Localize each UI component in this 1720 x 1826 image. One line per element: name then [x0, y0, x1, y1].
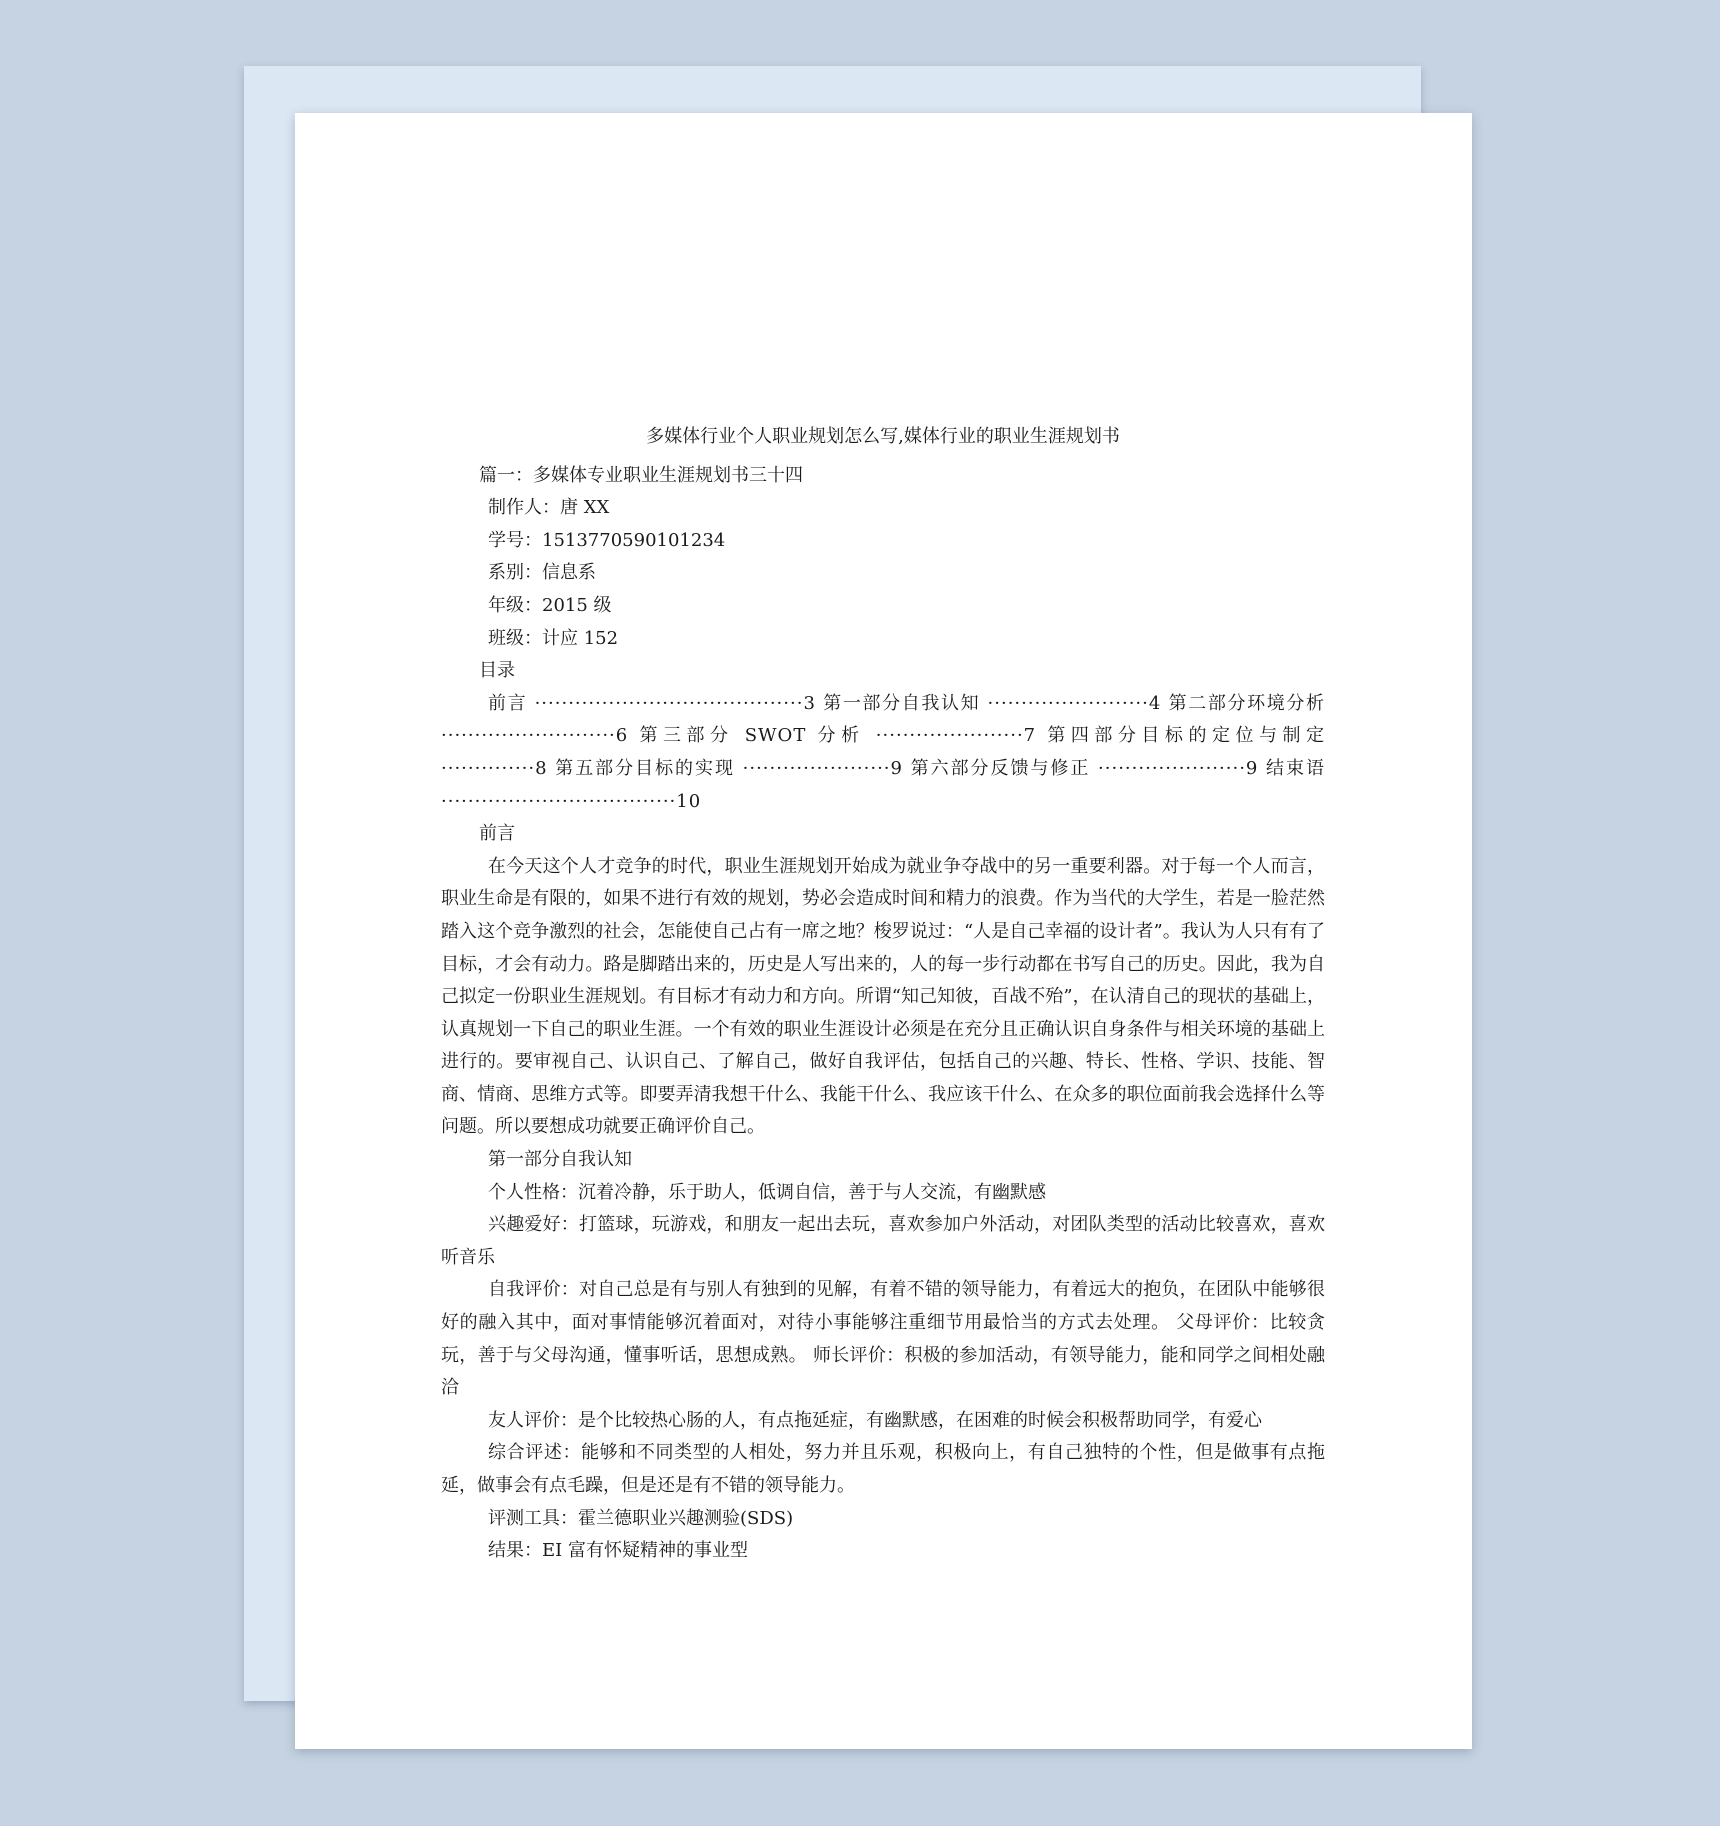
table-of-contents: 前言 ········································3 第一部分自我认知 ························4 第二部分环境分析 ··························6 第三部分 SWOT 分析 ······················7 第四部分目标的定位与制定 ··············8 第五部分目标的实现 ······················9 第六部分反馈与修正 ······················9 结束语 ···································10: [441, 692, 1325, 812]
student-id-field: 学号：1513770590101234: [488, 529, 726, 551]
department-field: 系别：信息系: [488, 562, 596, 584]
summary-paragraph: 综合评述：能够和不同类型的人相处，努力并且乐观，积极向上，有自己独特的个性，但是做事有点拖延，做事会有点毛躁，但是还是有不错的领导能力。: [441, 1442, 1325, 1496]
preface-heading: 前言: [479, 823, 515, 845]
preface-paragraph: 在今天这个人才竞争的时代，职业生涯规划开始成为就业争夺战中的另一重要利器。对于每一个人而言，职业生命是有限的，如果不进行有效的规划，势必会造成时间和精力的浪费。作为当代的大学生，若是一脸茫然踏入这个竞争激烈的社会，怎能使自己占有一席之地？梭罗说过：“人是自己幸福的设计者”。我认为人只有有了目标，才会有动力。路是脚踏出来的，历史是人写出来的，人的每一步行动都在书写自己的历史。因此，我为自己拟定一份职业生涯规划。有目标才有动力和方向。所谓“知己知彼，百战不殆”，在认清自己的现状的基础上，认真规划一下自己的职业生涯。一个有效的职业生涯设计必须是在充分且正确认识自身条件与相关环境的基础上进行的。要审视自己、认识自己、了解自己，做好自我评估，包括自己的兴趣、特长、性格、学识、技能、智商、情商、思维方式等。即要弄清我想干什么、我能干什么、我应该干什么、在众多的职位面前我会选择什么等问题。所以要想成功就要正确评价自己。: [441, 855, 1325, 1138]
self-evaluation-paragraph: 自我评价：对自己总是有与别人有独到的见解，有着不错的领导能力，有着远大的抱负，在团队中能够很好的融入其中，面对事情能够沉着面对，对待小事能够注重细节用最恰当的方式去处理。 父母评价：比较贪玩，善于与父母沟通，懂事听话，思想成熟。 师长评价：积极的参加活动，有领导能力，能和同学之间相处融洽: [441, 1279, 1325, 1399]
result-line: 结果：EI 富有怀疑精神的事业型: [488, 1540, 748, 1562]
toc-heading: 目录: [479, 660, 515, 682]
part1-heading: 第一部分自我认知: [488, 1149, 632, 1171]
friend-evaluation-line: 友人评价：是个比较热心肠的人，有点拖延症，有幽默感，在困难的时候会积极帮助同学，有爱心: [488, 1409, 1262, 1431]
author-field: 制作人：唐 XX: [488, 497, 610, 519]
grade-field: 年级：2015 级: [488, 594, 612, 616]
class-field: 班级：计应 152: [488, 627, 619, 649]
document-title: 多媒体行业个人职业规划怎么写,媒体行业的职业生涯规划书: [646, 426, 1120, 447]
document-body: [441, 421, 1325, 1568]
section-heading: 篇一：多媒体专业职业生涯规划书三十四: [479, 464, 803, 486]
assessment-tool-line: 评测工具：霍兰德职业兴趣测验(SDS): [488, 1507, 794, 1529]
hobbies-paragraph: 兴趣爱好：打篮球，玩游戏，和朋友一起出去玩，喜欢参加户外活动，对团队类型的活动比较喜欢，喜欢听音乐: [441, 1214, 1325, 1268]
personality-line: 个人性格：沉着冷静，乐于助人，低调自信，善于与人交流，有幽默感: [488, 1181, 1046, 1203]
